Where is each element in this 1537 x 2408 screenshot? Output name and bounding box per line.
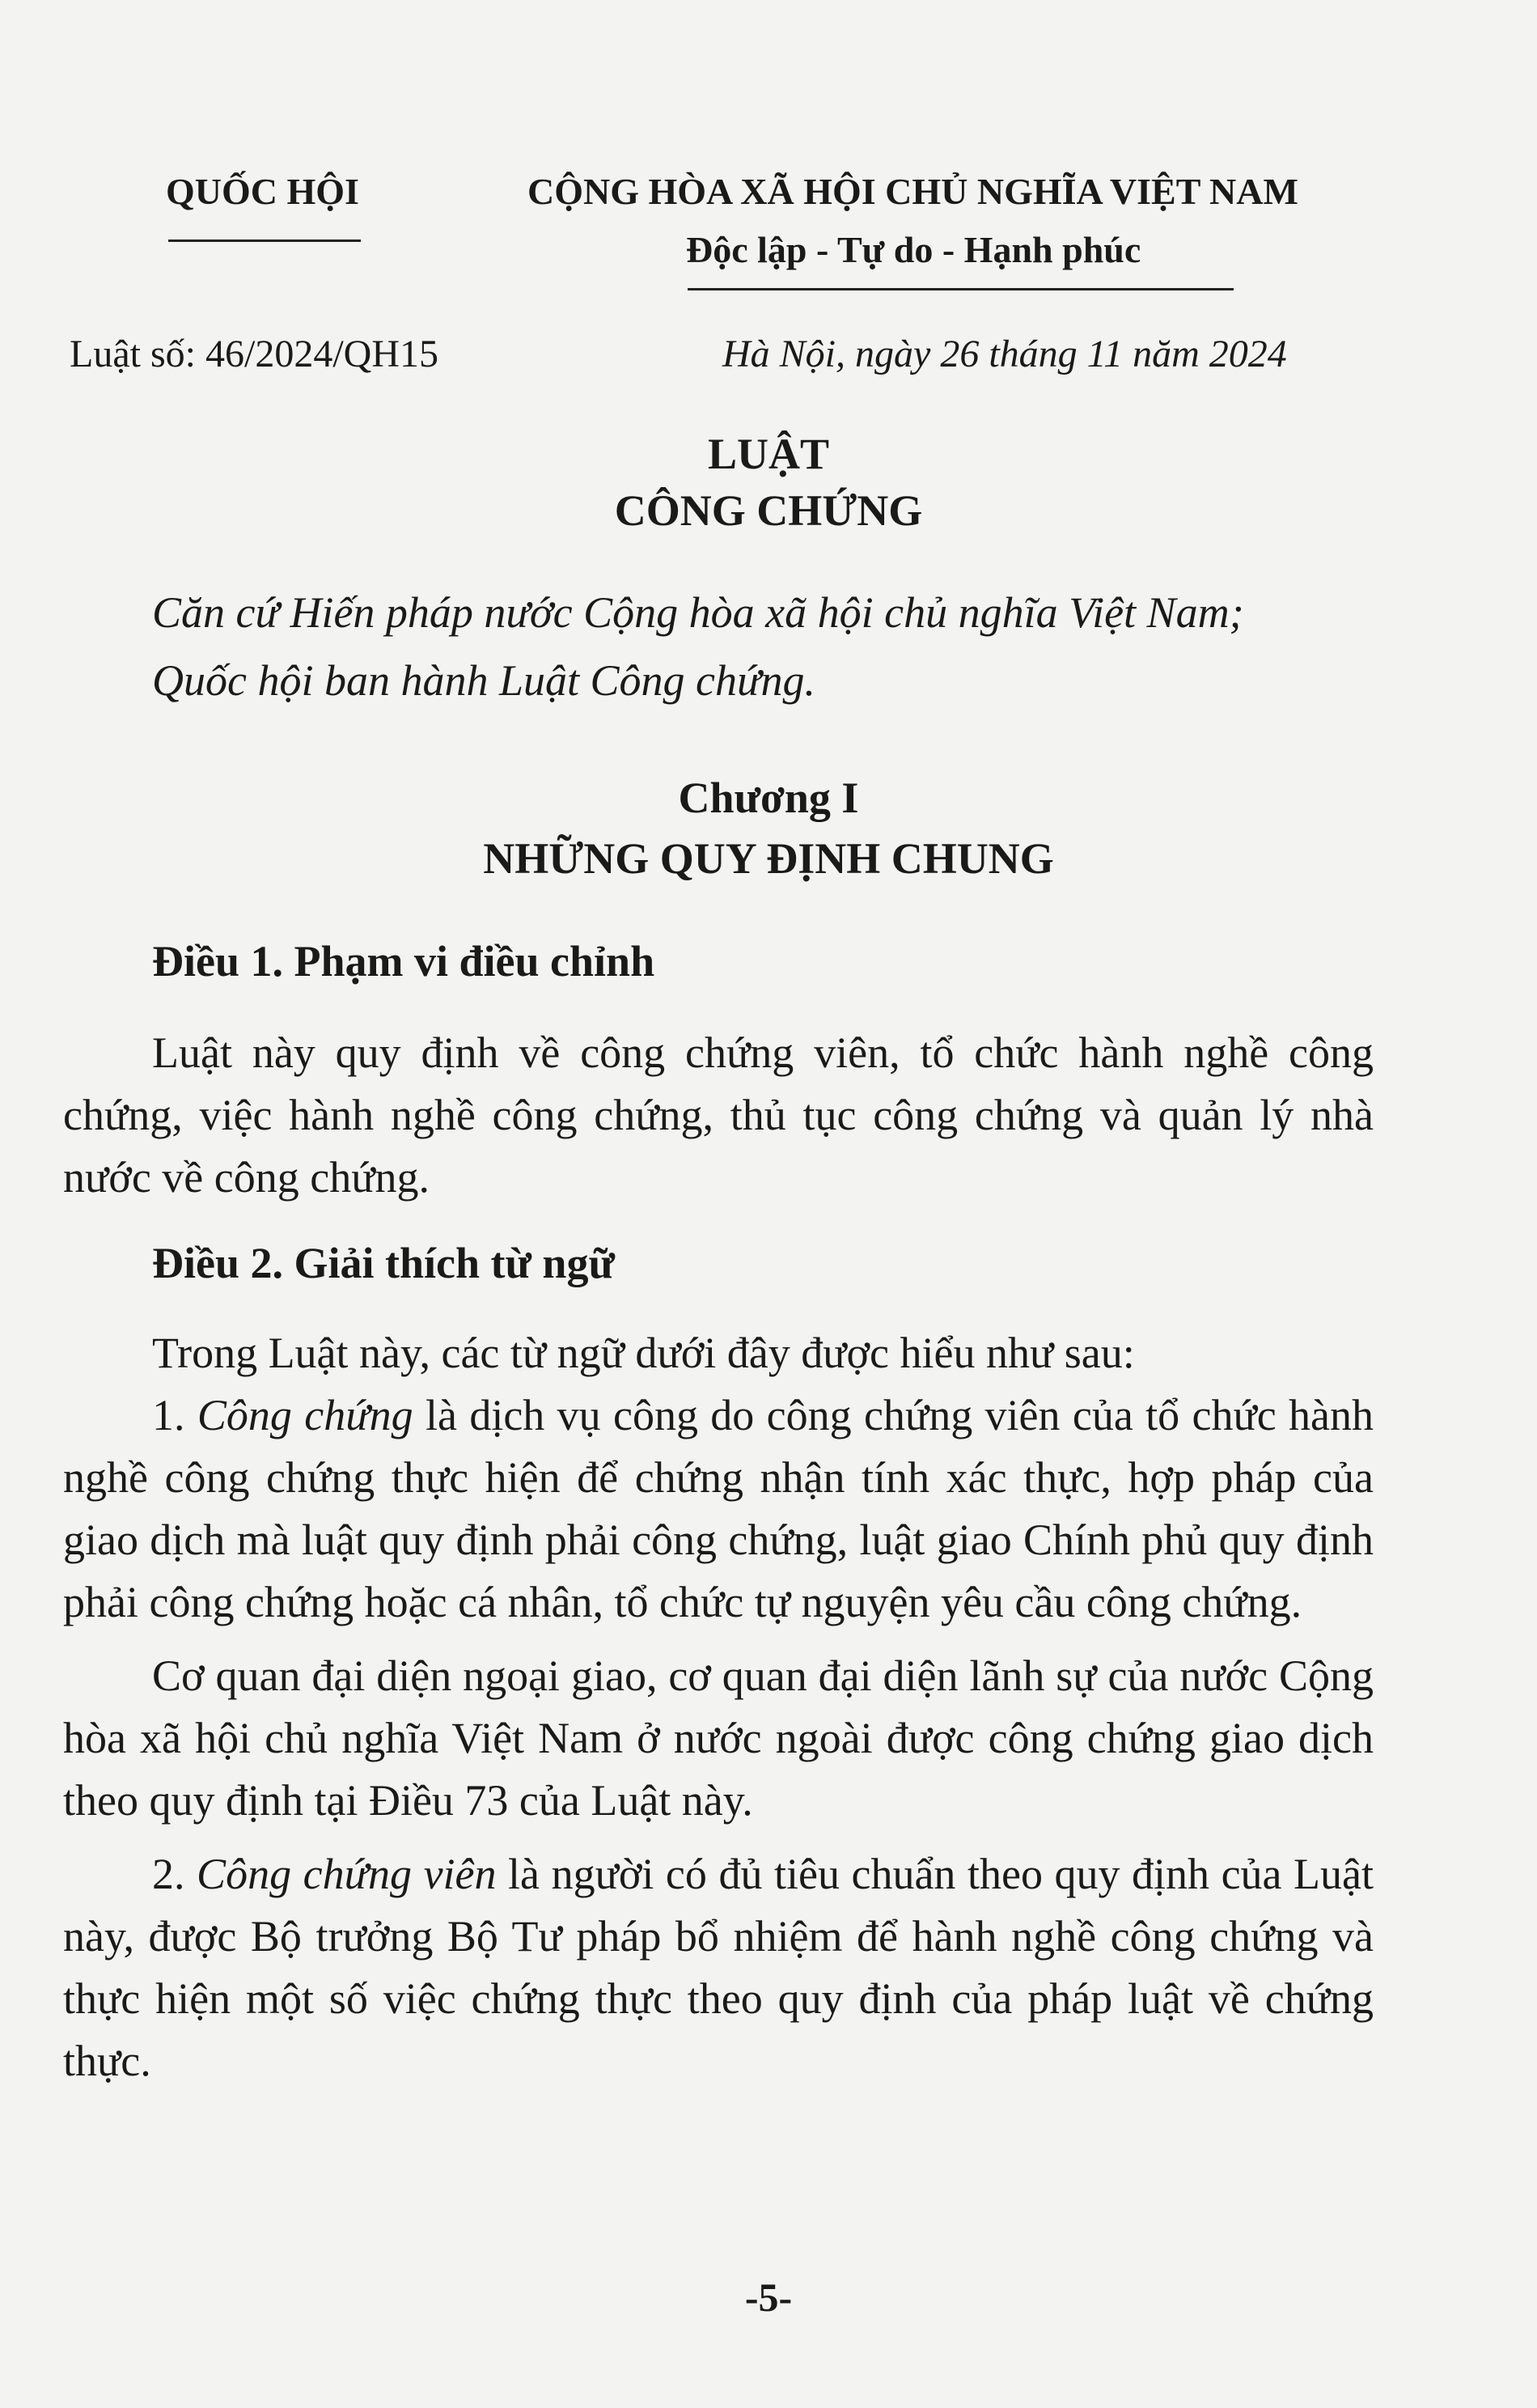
item-2-term: Công chứng viên <box>197 1850 497 1898</box>
page-number: -5- <box>744 2274 793 2320</box>
item-1-number: 1. <box>152 1391 197 1439</box>
law-name: CÔNG CHỨNG <box>614 486 923 535</box>
article-1-heading: Điều 1. Phạm vi điều chỉnh <box>152 937 655 986</box>
article-1-body <box>63 1022 1374 1209</box>
article-1-text: Luật này quy định về công chứng viên, tổ chức hành nghề công chứng, việc hành nghề công chứng, thủ tục công chứng và quản lý nhà nước về công chứng. <box>63 1028 1374 1202</box>
item-2-number: 2. <box>152 1850 197 1898</box>
chapter-name: NHỮNG QUY ĐỊNH CHUNG <box>483 834 1054 883</box>
article-2-item-1 <box>63 1384 1374 1634</box>
issuing-body: QUỐC HỘI <box>166 171 359 212</box>
article-2-item-2 <box>63 1843 1374 2092</box>
national-title: CỘNG HÒA XÃ HỘI CHỦ NGHĨA VIỆT NAM <box>527 171 1298 212</box>
chapter-number: Chương I <box>678 774 859 822</box>
preamble-basis: Căn cứ Hiến pháp nước Cộng hòa xã hội chủ nghĩa Việt Nam; <box>152 588 1244 637</box>
article-2-body <box>63 1322 1374 2092</box>
national-motto: Độc lập - Tự do - Hạnh phúc <box>686 229 1141 270</box>
item-2-definition: là người có đủ tiêu chuẩn theo quy định của Luật này, được Bộ trưởng Bộ Tư pháp bổ nhiệm để hành nghề công chứng và thực hiện một số việc chứng thực theo quy định của pháp luật về chứng thực. <box>63 1850 1374 2085</box>
header-left-rule <box>168 240 361 242</box>
law-title: LUẬT <box>707 430 830 478</box>
article-2-intro: Trong Luật này, các từ ngữ dưới đây được hiểu như sau: <box>152 1329 1135 1377</box>
law-number: Luật số: 46/2024/QH15 <box>70 333 438 375</box>
item-1-definition: là dịch vụ công do công chứng viên của tổ chức hành nghề công chứng thực hiện để chứng nhận tính xác thực, hợp pháp của giao dịch mà luật quy định phải công chứng, luật giao Chính phủ quy định phải công chứng hoặc cá nhân, tổ chức tự nguyện yêu cầu công chứng. <box>63 1391 1374 1626</box>
preamble-enactment: Quốc hội ban hành Luật Công chứng. <box>152 656 815 705</box>
header-right-rule <box>688 288 1234 290</box>
article-2-item-1-para-2: Cơ quan đại diện ngoại giao, cơ quan đại diện lãnh sự của nước Cộng hòa xã hội chủ nghĩa Việt Nam ở nước ngoài được công chứng giao dịch theo quy định tại Điều 73 của Luật này. <box>63 1651 1374 1825</box>
place-date: Hà Nội, ngày 26 tháng 11 năm 2024 <box>722 333 1287 375</box>
article-2-heading: Điều 2. Giải thích từ ngữ <box>152 1239 615 1287</box>
item-1-term: Công chứng <box>197 1391 413 1439</box>
